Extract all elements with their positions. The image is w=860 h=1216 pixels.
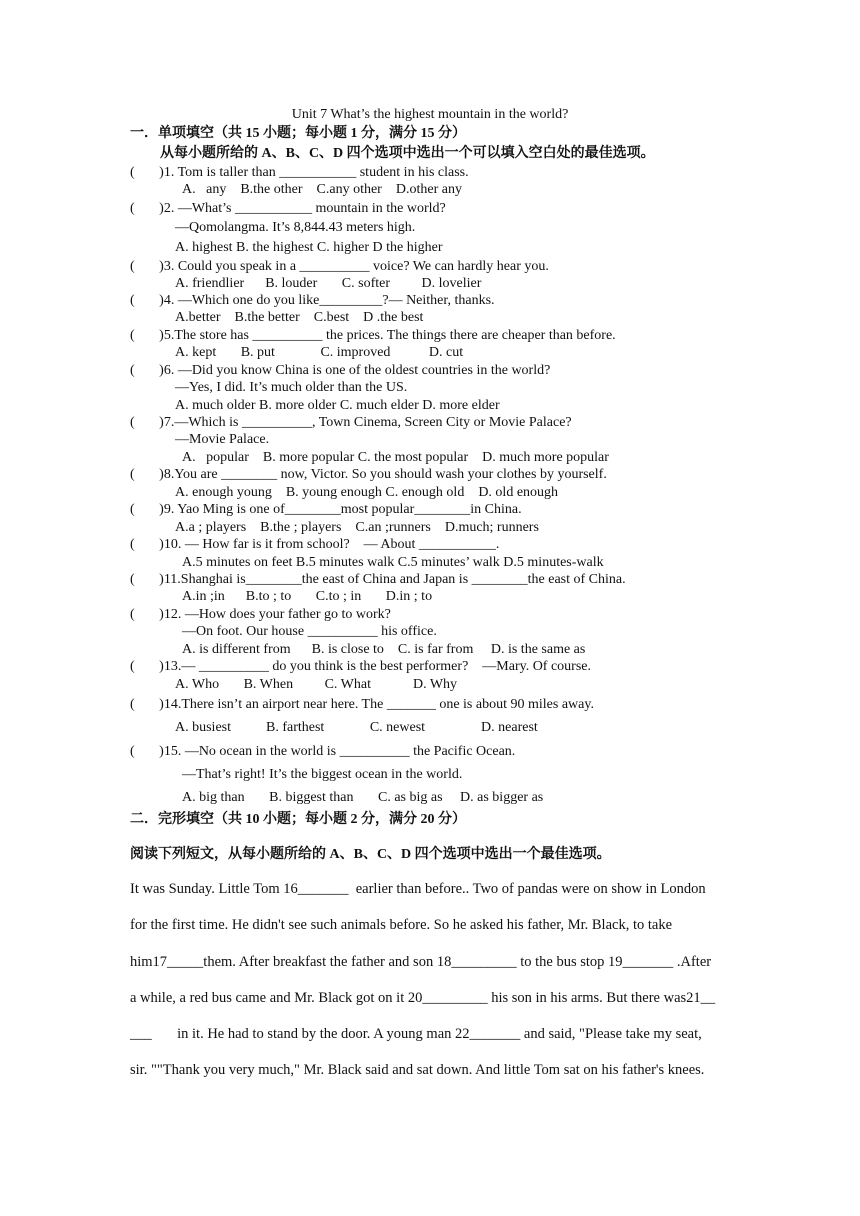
passage-line: him17_____them. After breakfast the father and son 18_________ to the bus stop 19_______ .After <box>130 954 712 970</box>
question-2-options: A. highest B. the highest C. higher D the higher <box>175 240 443 255</box>
question-6-stem: ( )6. —Did you know China is one of the oldest countries in the world? <box>130 363 551 378</box>
question-14-options: A. busiest B. farthest C. newest D. nearest <box>175 720 538 735</box>
question-12-stem: ( )12. —How does your father go to work? <box>130 607 391 622</box>
passage-line: for the first time. He didn't see such animals before. So he asked his father, Mr. Black, to take <box>130 917 673 933</box>
question-5-options: A. kept B. put C. improved D. cut <box>175 345 464 360</box>
question-10-options: A.5 minutes on feet B.5 minutes walk C.5 minutes’ walk D.5 minutes-walk <box>182 555 604 570</box>
question-8-stem: ( )8.You are ________ now, Victor. So you should wash your clothes by yourself. <box>130 467 607 482</box>
passage-line: sir. ""Thank you very much," Mr. Black said and sat down. And little Tom sat on his father's knees. <box>130 1062 705 1078</box>
passage-line: a while, a red bus came and Mr. Black got on it 20_________ his son in his arms. But there was21__ <box>130 990 716 1006</box>
question-7-line: —Movie Palace. <box>175 432 270 447</box>
passage-line: ___ in it. He had to stand by the door. A young man 22_______ and said, "Please take my seat, <box>130 1026 702 1042</box>
question-3-options: A. friendlier B. louder C. softer D. lovelier <box>175 276 482 291</box>
section2-heading: 二．完形填空（共 10 小题；每小题 2 分，满分 20 分） <box>130 812 466 827</box>
question-6-line: —Yes, I did. It’s much older than the US. <box>175 380 408 395</box>
question-13-stem: ( )13.— __________ do you think is the best performer? —Mary. Of course. <box>130 659 592 674</box>
question-5-stem: ( )5.The store has __________ the prices. The things there are cheaper than before. <box>130 328 616 343</box>
question-15-options: A. big than B. biggest than C. as big as D. as bigger as <box>182 790 544 805</box>
question-9-options: A.a ; players B.the ; players C.an ;runners D.much; runners <box>175 520 539 535</box>
question-1-options: A. any B.the other C.any other D.other any <box>182 182 462 197</box>
question-9-stem: ( )9. Yao Ming is one of________most popular________in China. <box>130 502 522 517</box>
page-title: Unit 7 What’s the highest mountain in the world? <box>291 107 569 122</box>
question-10-stem: ( )10. — How far is it from school? — About ___________. <box>130 537 500 552</box>
question-8-options: A. enough young B. young enough C. enough old D. old enough <box>175 485 559 500</box>
question-11-options: A.in ;in B.to ; to C.to ; in D.in ; to <box>182 589 433 604</box>
question-11-stem: ( )11.Shanghai is________the east of China and Japan is ________the east of China. <box>130 572 626 587</box>
question-2-line: —Qomolangma. It’s 8,844.43 meters high. <box>175 220 416 235</box>
question-12-options: A. is different from B. is close to C. is far from D. is the same as <box>182 642 586 657</box>
question-1-stem: ( )1. Tom is taller than ___________ student in his class. <box>130 165 469 180</box>
passage-line: It was Sunday. Little Tom 16_______ earlier than before.. Two of pandas were on show in London <box>130 881 706 897</box>
question-15-line: —That’s right! It’s the biggest ocean in the world. <box>182 767 463 782</box>
question-4-stem: ( )4. —Which one do you like_________?— Neither, thanks. <box>130 293 495 308</box>
question-12-line: —On foot. Our house __________ his office. <box>182 624 437 639</box>
question-2-stem: ( )2. —What’s ___________ mountain in the world? <box>130 201 446 216</box>
question-4-options: A.better B.the better C.best D .the best <box>175 310 424 325</box>
question-7-stem: ( )7.—Which is __________, Town Cinema, Screen City or Movie Palace? <box>130 415 572 430</box>
question-15-stem: ( )15. —No ocean in the world is __________ the Pacific Ocean. <box>130 744 516 759</box>
question-13-options: A. Who B. When C. What D. Why <box>175 677 458 692</box>
question-14-stem: ( )14.There isn’t an airport near here. The _______ one is about 90 miles away. <box>130 697 594 712</box>
question-7-options: A. popular B. more popular C. the most popular D. much more popular <box>182 450 609 465</box>
section2-instruction: 阅读下列短文，从每小题所给的 A、B、C、D 四个选项中选出一个最佳选项。 <box>130 847 611 862</box>
section1-instruction: 从每小题所给的 A、B、C、D 四个选项中选出一个可以填入空白处的最佳选项。 <box>160 146 655 161</box>
section1-heading: 一．单项填空（共 15 小题；每小题 1 分，满分 15 分） <box>130 126 466 141</box>
question-3-stem: ( )3. Could you speak in a __________ voice? We can hardly hear you. <box>130 259 549 274</box>
question-6-options: A. much older B. more older C. much elder D. more elder <box>175 398 500 413</box>
